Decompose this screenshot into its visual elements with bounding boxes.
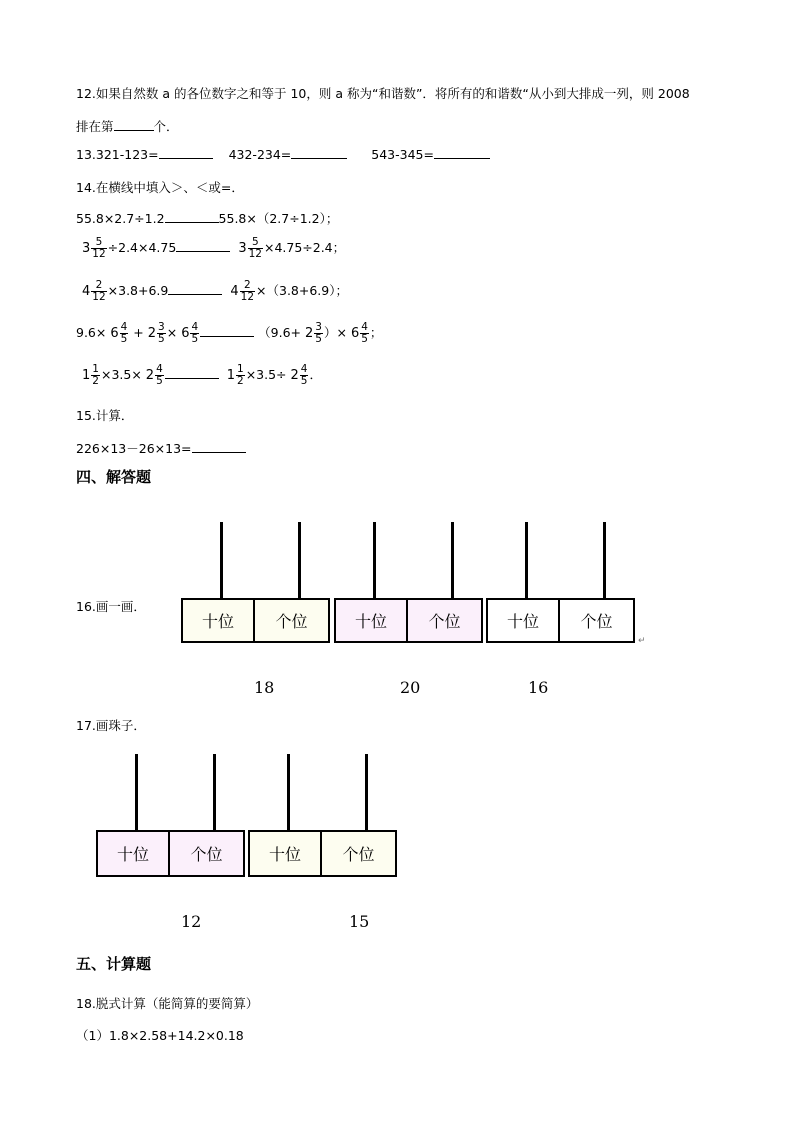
number-label: 12 [181, 912, 202, 931]
q13-expr1: 13.321-123= [76, 147, 159, 162]
tens-cell: 十位 [336, 600, 408, 641]
fraction: $\frac{2}{12}$ [240, 279, 255, 303]
abacus-rod-tens [135, 754, 138, 830]
abacus-rod-tens [373, 522, 376, 598]
plus-sign: + [133, 325, 144, 340]
fraction: $\frac{4}{5}$ [120, 321, 128, 345]
mixed-whole: 2 [290, 368, 299, 383]
q13-line [76, 147, 490, 162]
q14-row2-blank[interactable] [176, 250, 230, 252]
fraction: $\frac{5}{12}$ [248, 236, 262, 260]
q14-row4-right-close: ）× [323, 325, 347, 340]
q14-row3 [82, 280, 348, 303]
q17-title: 17.画珠子． [76, 718, 146, 733]
q14-row3-blank[interactable] [168, 293, 222, 295]
q12-suffix: 个． [153, 119, 179, 134]
fraction: $\frac{3}{5}$ [315, 321, 322, 345]
q14-row1-left: 55.8×2.7÷1.2 [76, 211, 165, 226]
abacus-18[interactable] [181, 522, 331, 644]
ones-cell: 个位 [275, 612, 308, 631]
q14-title: 14.在横线中填入＞、＜或=． [76, 180, 244, 195]
ones-cell: 个位 [580, 612, 613, 631]
fraction: $\frac{4}{5}$ [156, 363, 163, 387]
abacus-16[interactable] [486, 522, 636, 644]
tens-cell: 十位 [183, 600, 255, 641]
mixed-whole: 6 [350, 326, 360, 341]
q12-line2 [76, 117, 179, 135]
q18-item1: （1）1.8×2.58+14.2×0.18 [76, 1028, 244, 1043]
q12-prefix: 排在第 [76, 119, 114, 134]
q18-title: 18.脱式计算（能简算的要简算） [76, 996, 259, 1011]
q14-row4-right-open: （9.6+ [258, 325, 302, 340]
abacus-20[interactable] [334, 522, 484, 644]
fraction: $\frac{2}{12}$ [92, 279, 106, 303]
times-sign: × [166, 325, 178, 340]
place-value-box [96, 830, 245, 877]
tens-cell: 十位 [488, 600, 560, 641]
abacus-rod-tens [525, 522, 528, 598]
place-value-box [181, 598, 330, 643]
q16-title: 16.画一画． [76, 599, 146, 614]
section5-heading: 五、计算题 [76, 955, 152, 973]
fraction: $\frac{1}{2}$ [237, 363, 244, 387]
ones-cell: 个位 [190, 845, 223, 864]
place-value-box [486, 598, 635, 643]
q14-row4-blank[interactable] [200, 335, 254, 337]
abacus-rod-tens [220, 522, 223, 598]
q13-expr2: 432-234= [228, 147, 292, 162]
mixed-whole: 6 [181, 326, 190, 341]
tens-cell: 十位 [250, 832, 322, 875]
fraction: $\frac{1}{2}$ [92, 363, 99, 387]
fraction: $\frac{4}{5}$ [191, 321, 199, 345]
abacus-rod-ones [365, 754, 368, 830]
return-mark-icon: ↵ [638, 636, 646, 646]
q14-row1-blank[interactable] [165, 221, 219, 223]
q13-expr3: 543-345= [371, 147, 434, 162]
q14-row3-right: ×（3.8+6.9）； [256, 283, 348, 298]
q14-row5-left-mid: ×3.5× [100, 367, 142, 382]
semicolon: ； [369, 325, 383, 340]
q15-blank[interactable] [192, 451, 246, 453]
mixed-whole: 3 [82, 241, 91, 256]
ones-cell: 个位 [342, 845, 375, 864]
q15-title: 15.计算． [76, 408, 134, 423]
abacus-rod-ones [603, 522, 606, 598]
q14-row5-right-mid: ×3.5÷ [245, 367, 287, 382]
q14-row2 [82, 237, 345, 260]
number-label: 16 [528, 678, 549, 697]
q14-row1 [76, 209, 338, 227]
period: ． [309, 367, 322, 382]
number-label: 15 [349, 912, 370, 931]
q14-row4-a: 9.6× [76, 325, 107, 340]
mixed-whole: 4 [82, 284, 91, 299]
number-label: 18 [254, 678, 275, 697]
q13-blank2[interactable] [291, 157, 347, 159]
section4-heading: 四、解答题 [76, 468, 152, 486]
abacus-12[interactable] [96, 754, 246, 878]
q15-expr: 226×13－26×13= [76, 441, 192, 456]
q12-answer-blank[interactable] [114, 129, 154, 131]
tens-cell: 十位 [98, 832, 170, 875]
q12-line1: 12.如果自然数 a 的各位数字之和等于 10，则 a 称为“和谐数”．将所有的和谐数“从小到大排成一列，则 2008 [76, 86, 690, 101]
q14-row5-blank[interactable] [165, 377, 219, 379]
q14-row1-right: 55.8×（2.7÷1.2）； [218, 211, 339, 226]
fraction: $\frac{5}{12}$ [92, 236, 106, 260]
q13-blank3[interactable] [434, 157, 490, 159]
q14-row2-right: ×4.75÷2.4； [263, 240, 346, 255]
mixed-whole: 2 [147, 326, 157, 341]
mixed-whole: 1 [82, 368, 91, 383]
mixed-whole: 2 [305, 326, 314, 341]
q14-row4 [76, 322, 382, 345]
abacus-rod-ones [298, 522, 301, 598]
abacus-rod-ones [213, 754, 216, 830]
q13-blank1[interactable] [159, 157, 213, 159]
fraction: $\frac{3}{5}$ [158, 321, 165, 345]
q14-row5 [82, 364, 322, 387]
q14-row3-left: ×3.8+6.9 [107, 283, 169, 298]
abacus-15[interactable] [248, 754, 398, 878]
q14-row2-left: ÷2.4×4.75 [107, 240, 177, 255]
q15-line [76, 439, 246, 457]
number-label: 20 [400, 678, 421, 697]
ones-cell: 个位 [428, 612, 461, 631]
abacus-rod-tens [287, 754, 290, 830]
mixed-whole: 1 [226, 368, 236, 383]
mixed-whole: 3 [238, 241, 247, 256]
fraction: $\frac{4}{5}$ [300, 363, 308, 387]
abacus-rod-ones [451, 522, 454, 598]
mixed-whole: 6 [110, 326, 119, 341]
mixed-whole: 2 [145, 368, 155, 383]
place-value-box [334, 598, 483, 643]
fraction: $\frac{4}{5}$ [361, 321, 368, 345]
place-value-box [248, 830, 397, 877]
mixed-whole: 4 [230, 284, 239, 299]
